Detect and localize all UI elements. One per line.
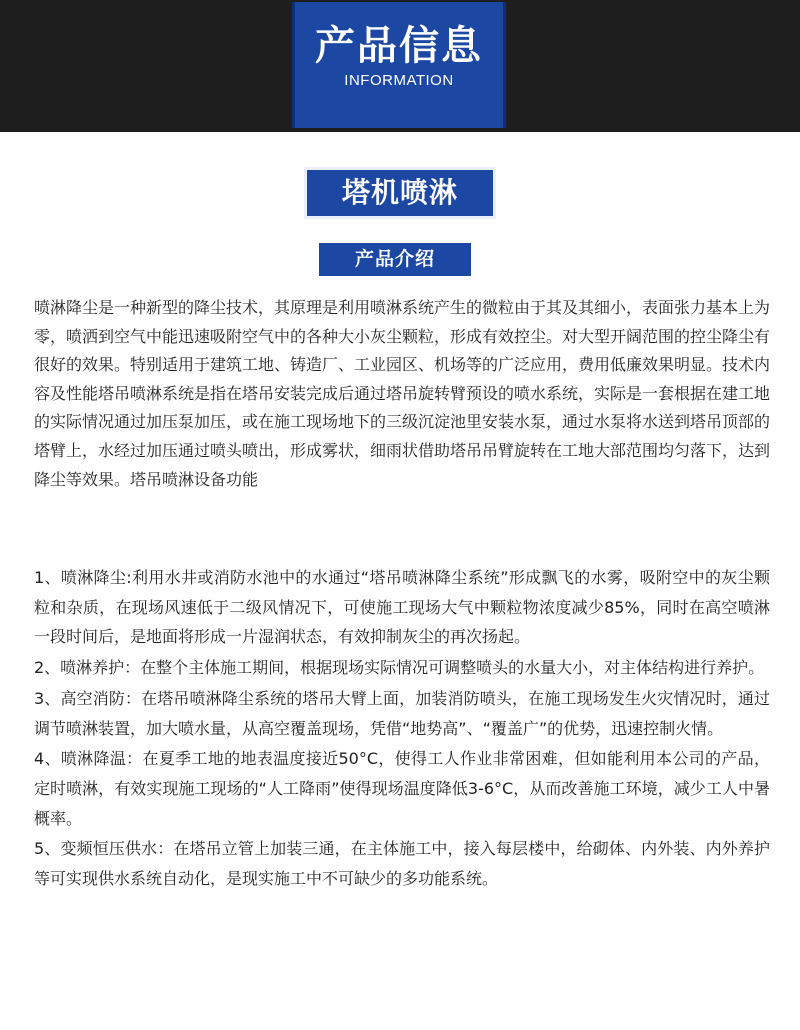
- product-title: 塔机喷淋: [304, 167, 496, 219]
- feature-item: 2、喷淋养护：在整个主体施工期间，根据现场实际情况可调整喷头的水量大小，对主体结构进行养护。: [34, 658, 765, 678]
- intro-paragraph: 喷淋降尘是一种新型的降尘技术，其原理是利用喷淋系统产生的微粒由于其及其细小，表面张力基本上为零，喷洒到空气中能迅速吸附空气中的各种大小灰尘颗粒，形成有效控尘。对大型开阔范围的控尘降尘有很好的效果。特别适用于建筑工地、铸造厂、工业园区、机场等的广泛应用，费用低廉效果明显。技术内容及性能塔吊喷淋系统是指在塔吊安装完成后通过塔吊旋转臂预设的喷水系统，实际是一套根据在建工地的实际情况通过加压泵加压，或在施工现场地下的三级沉淀池里安装水泵，通过水泵将水送到塔吊顶部的塔臂上，水经过加压通过喷头喷出，形成雾状，细雨状借助塔吊吊臂旋转在工地大部范围均匀落下，达到降尘等效果。塔吊喷淋设备功能: [34, 298, 771, 489]
- header-subtitle: INFORMATION: [344, 72, 454, 89]
- feature-item: 5、变频恒压供水：在塔吊立管上加装三通，在主体施工中，接入每层楼中，给砌体、内外装、内外养护等可实现供水系统自动化，是现实施工中不可缺少的多功能系统。: [34, 839, 770, 889]
- header-badge: [292, 2, 506, 128]
- header-title: 产品信息: [315, 23, 483, 69]
- feature-list: [34, 563, 770, 895]
- feature-item: 3、高空消防：在塔吊喷淋降尘系统的塔吊大臂上面，加装消防喷头，在施工现场发生火灾情况时，通过调节喷淋装置，加大喷水量，从高空覆盖现场，凭借“地势高”、“覆盖广”的优势，迅速控制火情。: [34, 688, 770, 738]
- feature-item: 1、喷淋降尘:利用水井或消防水池中的水通过“塔吊喷淋降尘系统”形成飘飞的水雾，吸附空中的灰尘颗粒和杂质，在现场风速低于二级风情况下，可使施工现场大气中颗粒物浓度减少85%，同时在高空喷淋一段时间后，是地面将形成一片湿润状态，有效抑制灰尘的再次扬起。: [34, 568, 770, 647]
- feature-item: 4、喷淋降温：在夏季工地的地表温度接近50°C，使得工人作业非常困难，但如能利用本公司的产品，定时喷淋，有效实现施工现场的“人工降雨”使得现场温度降低3-6°C，从而改善施工环境，减少工人中暑概率。: [34, 749, 770, 828]
- section-title: 产品介绍: [319, 243, 471, 276]
